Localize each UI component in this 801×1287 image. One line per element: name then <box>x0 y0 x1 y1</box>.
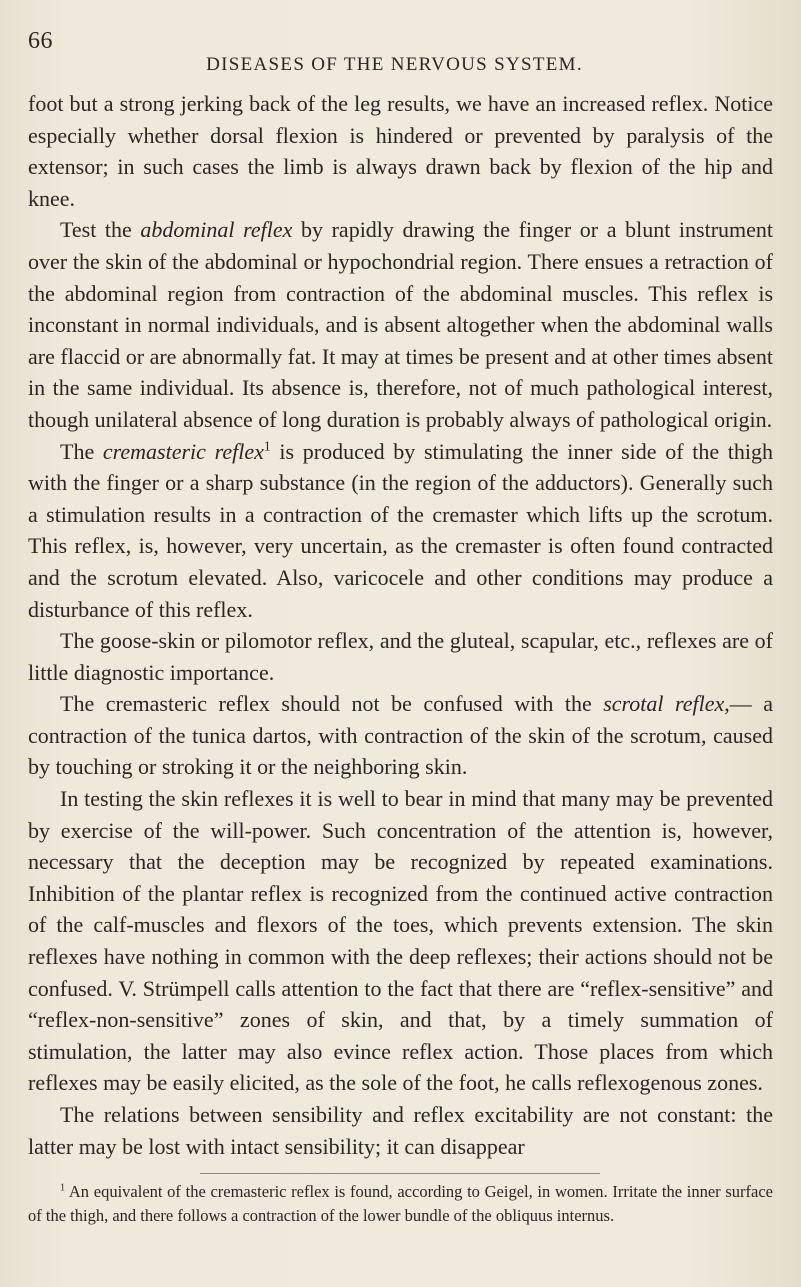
paragraph-text: The goose-skin or pilomotor reflex, and the gluteal, scapular, etc., reflexes are of little diagnostic importance. <box>28 628 773 685</box>
footnote <box>28 1180 773 1227</box>
paragraph-cremasteric-reflex <box>28 436 773 626</box>
paragraph-text: by rapidly drawing the finger or a blunt instrument over the skin of the abdominal or hypochondrial region. There ensues a retraction of the abdominal region from contraction of the abdominal muscles. This reflex is inconstant in normal individuals, and is absent altogether when the abdominal walls are flaccid or are abnormally fat. It may at times be present and at other times absent in the same individual. Its absence is, therefore, not of much pathological interest, though unilateral absence of long duration is probably always of pathological origin. <box>28 217 774 432</box>
page-number: 66 <box>28 28 53 54</box>
footnote-marker: 1 <box>60 1182 66 1194</box>
paragraph-text: The <box>60 438 103 464</box>
paragraph-text: Test the <box>60 217 141 243</box>
paragraph-testing-skin-reflexes <box>28 783 773 1099</box>
paragraph-text: The relations between sensibility and reflex excitability are not constant: the latter may be lost with intact sensibility; it can disappear <box>28 1102 773 1159</box>
paragraph-sensibility-relations <box>28 1099 773 1162</box>
body-text <box>28 88 773 1162</box>
page-header <box>28 28 761 75</box>
term-scrotal-reflex: scrotal reflex <box>603 691 725 717</box>
running-head: DISEASES OF THE NERVOUS SYSTEM. <box>206 54 583 75</box>
footnote-divider <box>200 1173 600 1174</box>
paragraph-text: In testing the skin reflexes it is well to bear in mind that many may be prevented by exercise of the will-power. Such concentration of the attention is, however, necessary that the deception may be recognized by repeated examinations. Inhibition of the plantar reflex is recognized from the continued active contraction of the calf-muscles and flexors of the toes, which prevents extension. The skin reflexes have nothing in common with the deep reflexes; their actions should not be confused. V. Strümpell calls attention to the fact that there are “reflex-sensitive” and “reflex-non-sensitive” zones of skin, and that, by a timely summation of stimulation, the latter may also evince reflex action. Those places from which reflexes may be easily elicited, as the sole of the foot, he calls reflexogenous zones. <box>28 786 773 1096</box>
paragraph-abdominal-reflex <box>28 214 773 435</box>
footnotes <box>28 1180 773 1227</box>
paragraph-text: is produced by stimulating the inner side of the thigh with the finger or a sharp substance (in the region of the adductors). Generally such a stimulation results in a contraction of the cremaster which lifts up the scrotum. This reflex, is, however, very uncertain, as the cremaster is often found contracted and the scrotum elevated. Also, varicocele and other conditions may produce a disturbance of this reflex. <box>28 438 774 622</box>
footnote-reference: 1 <box>263 438 271 454</box>
paragraph-scrotal-reflex <box>28 688 773 783</box>
paragraph-text: ,— a contraction of the tunica dartos, with contraction of the skin of the scrotum, caused by touching or stroking it or the neighboring skin. <box>28 691 774 780</box>
paragraph-text: foot but a strong jerking back of the leg results, we have an increased reflex. Notice especially whether dorsal flexion is hindered or prevented by paralysis of the extensor; in such cases the limb is always drawn back by flexion of the hip and knee. <box>28 91 773 211</box>
term-cremasteric-reflex: cremasteric reflex <box>102 438 264 464</box>
paragraph-foot-reflex <box>28 88 773 214</box>
footnote-text: An equivalent of the cremasteric reflex is found, according to Geigel, in women. Irritate the inner surface of the thigh, and there follows a contraction of the lower bundle of the obliquus internus. <box>28 1182 773 1225</box>
term-abdominal-reflex: abdominal reflex <box>140 217 293 243</box>
paragraph-goose-skin-reflex <box>28 625 773 688</box>
paragraph-text: The cremasteric reflex should not be confused with the <box>60 691 604 717</box>
